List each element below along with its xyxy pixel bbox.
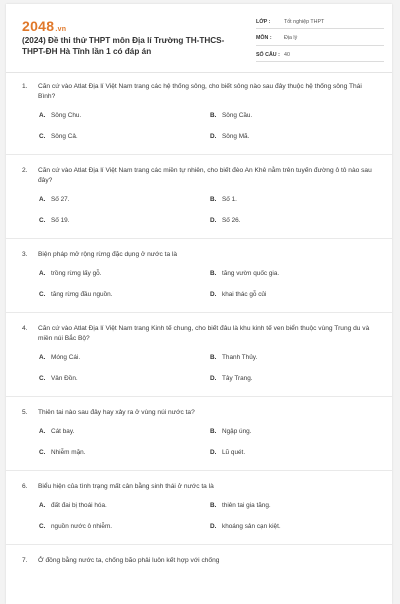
question-number: 7. [22,557,28,564]
question-item [6,556,392,566]
option-letter: C. [39,291,46,298]
option-text: khai thác gỗ củi [222,291,267,298]
option-letter: A. [39,112,46,119]
option-letter: B. [210,428,217,435]
option-letter: C. [39,217,46,224]
option-text: Sông Cả. [51,133,78,140]
answer-options [22,269,378,300]
option-letter: D. [210,291,217,298]
meta-label: SỐ CÂU : [256,51,280,58]
option-letter: B. [210,196,217,203]
answer-option[interactable] [39,427,210,437]
document-header [6,4,392,70]
option-letter: D. [210,523,217,530]
option-text: Số 19. [51,217,70,224]
question-item [6,82,392,142]
question-divider [6,312,392,313]
answer-option[interactable] [39,290,210,300]
header-divider [6,72,392,73]
answer-option[interactable] [39,448,210,458]
question-text [22,324,378,344]
answer-option[interactable] [39,501,210,511]
option-text: Tây Trang. [222,375,253,382]
meta-value: 40 [284,51,290,58]
document-page [6,4,392,604]
question-number: 4. [22,325,28,332]
question-item [6,408,392,458]
option-letter: B. [210,112,217,119]
answer-options [22,501,378,532]
question-body: Thiên tai nào sau đây hay xảy ra ở vùng núi nước ta? [38,409,195,416]
option-letter: D. [210,449,217,456]
option-text: Số 27. [51,196,70,203]
meta-value: Địa lý [284,35,298,41]
answer-option[interactable] [210,522,378,532]
answer-option[interactable] [210,216,378,226]
answer-option[interactable] [210,448,378,458]
question-number: 3. [22,251,28,258]
option-text: Vân Đồn. [51,375,78,382]
answer-option[interactable] [210,427,378,437]
option-text: Thanh Thủy. [222,354,258,361]
question-text [22,482,378,492]
answer-option[interactable] [210,132,378,142]
option-text: khoáng sản cạn kiệt. [222,523,281,530]
answer-option[interactable] [210,374,378,384]
question-text [22,250,378,260]
answer-option[interactable] [39,132,210,142]
question-text [22,408,378,418]
answer-options [22,111,378,142]
option-letter: A. [39,196,46,203]
meta-label: LỚP : [256,18,271,25]
option-text: nguồn nước ô nhiễm. [51,523,113,530]
meta-label: MÔN : [256,35,272,41]
question-body: Biện pháp mở rộng rừng đặc dụng ở nước ta là [38,251,178,258]
option-letter: C. [39,133,46,140]
answer-option[interactable] [39,374,210,384]
document-title: (2024) Đề thi thử THPT môn Địa lí Trường TH-THCS-THPT-ĐH Hà Tĩnh lần 1 có đáp án [22,36,225,56]
option-text: tăng rừng đầu nguồn. [51,291,113,298]
answer-option[interactable] [39,269,210,279]
question-body: Ở đồng bằng nước ta, chống bão phải luôn kết hợp với chống [38,557,220,564]
question-divider [6,470,392,471]
site-logo[interactable]: 2048.vn [22,18,67,34]
option-text: Số 26. [222,217,241,224]
answer-option[interactable] [39,195,210,205]
option-letter: A. [39,270,46,277]
option-text: tăng vườn quốc gia. [222,270,280,277]
answer-options [22,195,378,226]
option-text: Sông Chu. [51,112,82,119]
answer-options [22,427,378,458]
question-body: Biểu hiện của tình trạng mất cân bằng sinh thái ở nước ta là [38,483,214,490]
option-text: đất đai bị thoái hóa. [51,502,107,509]
question-number: 1. [22,83,28,90]
question-text [22,166,378,186]
option-text: Sông Cầu. [222,112,253,119]
option-text: Lũ quét. [222,449,246,456]
option-letter: A. [39,502,46,509]
answer-option[interactable] [210,111,378,121]
question-item [6,250,392,300]
option-letter: C. [39,449,46,456]
option-text: trồng rừng lấy gỗ. [51,270,102,277]
document-meta [256,15,384,65]
question-item [6,166,392,226]
question-list [6,82,392,566]
option-letter: C. [39,523,46,530]
option-letter: D. [210,375,217,382]
question-body: Căn cứ vào Atlat Địa lí Việt Nam trang Kinh tế chung, cho biết đâu là khu kinh tế ven biển thuộc vùng Trung du và miền núi Bắc Bộ? [38,325,370,342]
answer-option[interactable] [39,216,210,226]
meta-row-class [256,15,384,29]
option-letter: D. [210,217,217,224]
answer-option[interactable] [210,353,378,363]
meta-row-count [256,48,384,62]
question-item [6,482,392,532]
option-letter: B. [210,502,217,509]
option-text: Cát bay. [51,428,75,435]
option-text: Ngập úng. [222,428,252,435]
answer-option[interactable] [210,269,378,279]
question-number: 2. [22,167,28,174]
option-text: Sông Mã. [222,133,250,140]
answer-option[interactable] [39,353,210,363]
option-letter: C. [39,375,46,382]
option-letter: B. [210,354,217,361]
question-divider [6,544,392,545]
question-text [22,82,378,102]
question-divider [6,238,392,239]
option-text: Nhiễm mặn. [51,449,86,456]
question-divider [6,154,392,155]
answer-option[interactable] [39,111,210,121]
question-number: 5. [22,409,28,416]
answer-option[interactable] [210,290,378,300]
question-number: 6. [22,483,28,490]
option-letter: B. [210,270,217,277]
option-letter: D. [210,133,217,140]
meta-row-subject [256,32,384,46]
answer-option[interactable] [210,501,378,511]
question-divider [6,396,392,397]
question-body: Căn cứ vào Atlat Địa lí Việt Nam trang các miền tự nhiên, cho biết đèo An Khê nằm trên tuyến đường ô tô nào sau đây? [38,167,372,184]
question-body: Căn cứ vào Atlat Địa lí Việt Nam trang các hệ thống sông, cho biết sông nào sau đây thuộc hệ thống sông Thái Bình? [38,83,362,100]
option-text: Số 1. [222,196,237,203]
meta-value: Tốt nghiệp THPT [284,18,325,25]
question-text [22,556,378,566]
answer-options [22,353,378,384]
answer-option[interactable] [39,522,210,532]
option-text: thiên tai gia tăng. [222,502,271,509]
option-letter: A. [39,354,46,361]
question-item [6,324,392,384]
option-text: Móng Cái. [51,354,81,361]
option-letter: A. [39,428,46,435]
answer-option[interactable] [210,195,378,205]
